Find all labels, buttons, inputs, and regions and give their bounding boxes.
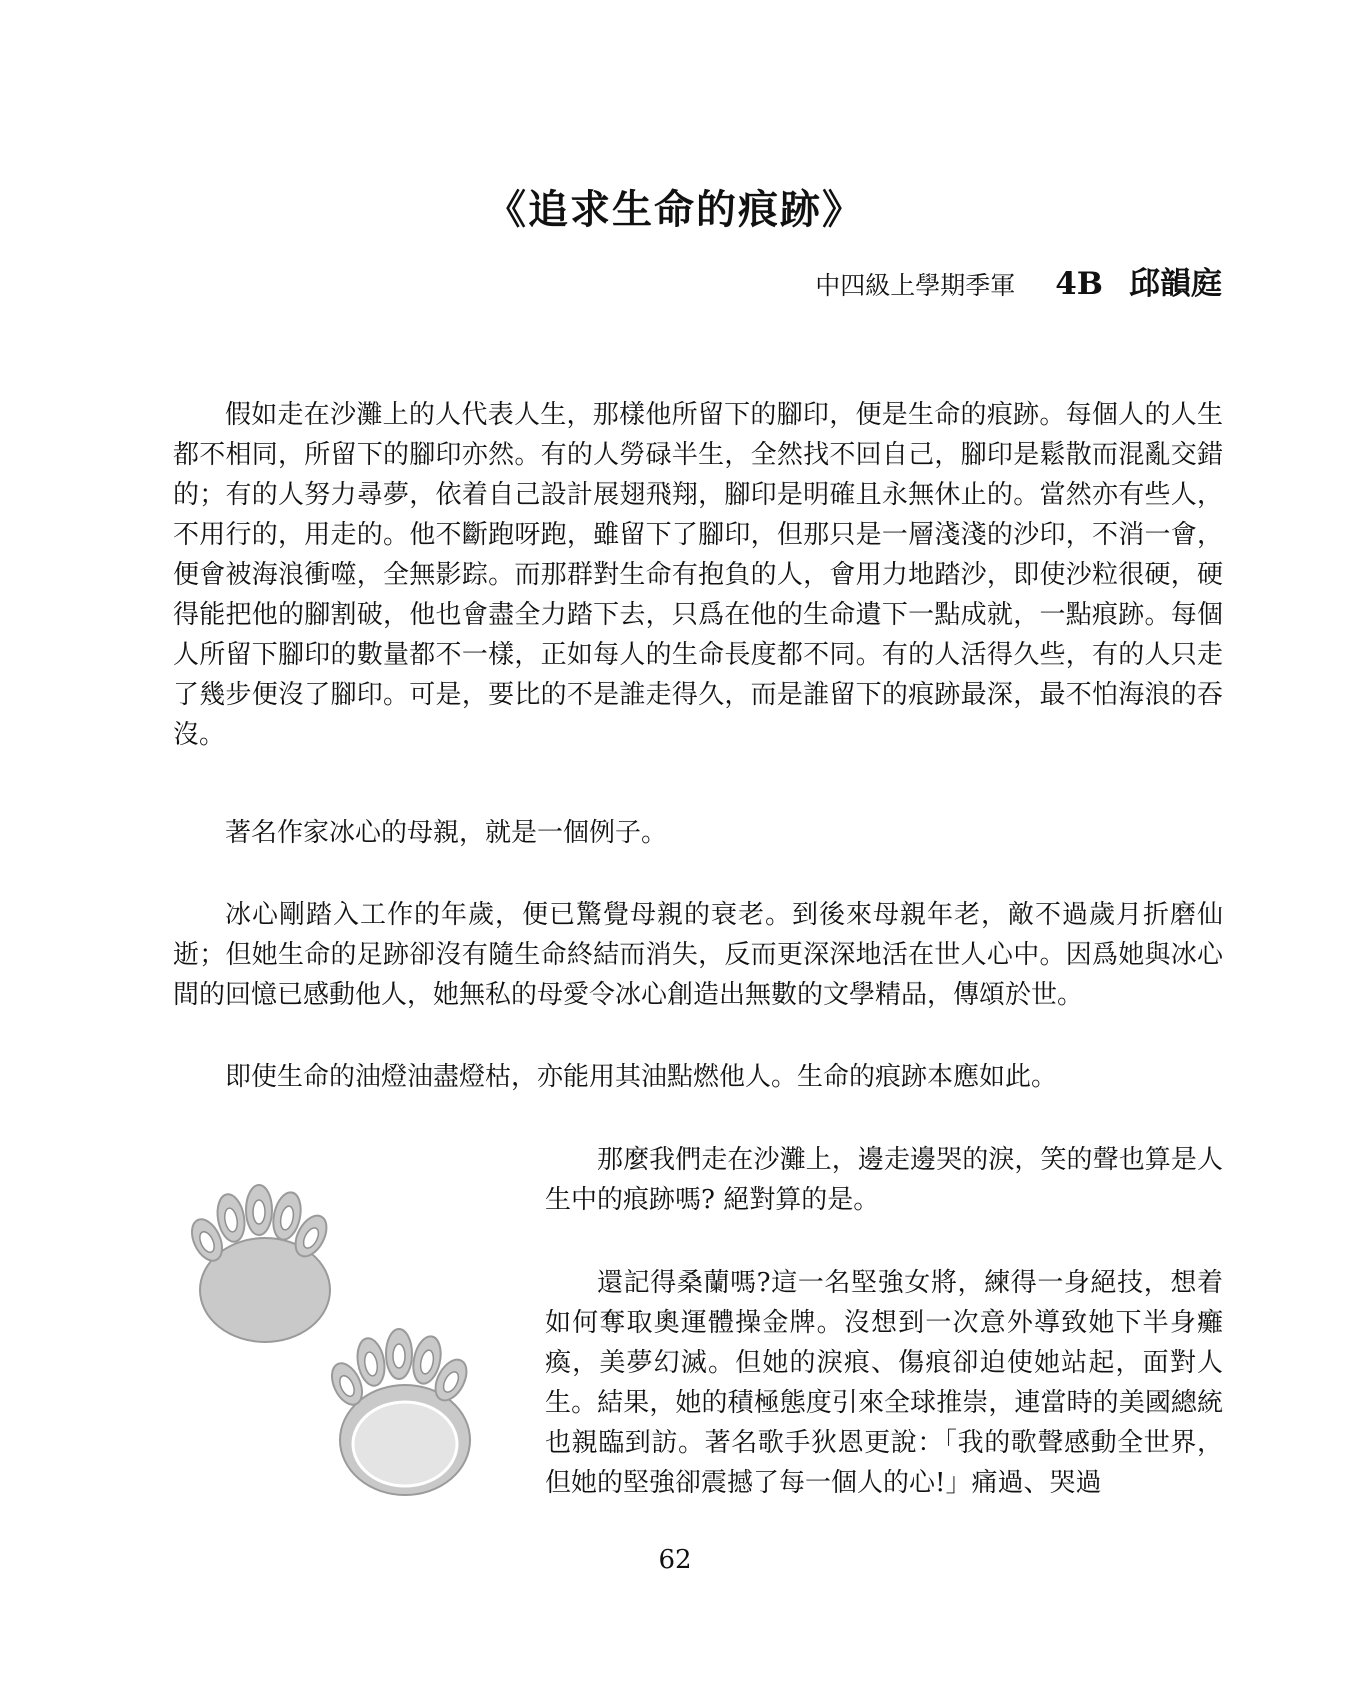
paragraph-4: 即使生命的油燈油盡燈枯，亦能用其油點燃他人。生命的痕跡本應如此。	[225, 1062, 1058, 1092]
byline	[815, 258, 1222, 303]
paragraph-3: 冰心剛踏入工作的年歲，便已驚覺母親的衰老。到後來母親年老，敵不過歲月折磨仙逝；但她生命的足跡卻沒有隨生命終結而消失，反而更深深地活在世人心中。因爲她與冰心間的回憶已感動他人，她無私的母愛令冰心創造出無數的文學精品，傳頌於世。	[173, 900, 1223, 1010]
paw-prints-illustration	[185, 1180, 505, 1510]
author-name: 邱韻庭	[1129, 266, 1222, 302]
paragraph-1: 假如走在沙灘上的人代表人生，那樣他所留下的腳印，便是生命的痕跡。每個人的人生都不相同，所留下的腳印亦然。有的人勞碌半生，全然找不回自己，腳印是鬆散而混亂交錯的；有的人努力尋夢，依着自己設計展翅飛翔，腳印是明確且永無休止的。當然亦有些人，不用行的，用走的。他不斷跑呀跑，雖留下了腳印，但那只是一層淺淺的沙印，不消一會，便會被海浪衝噬，全無影踪。而那群對生命有抱負的人，會用力地踏沙，即使沙粒很硬，硬得能把他的腳割破，他也會盡全力踏下去，只爲在他的生命遺下一點成就，一點痕跡。每個人所留下腳印的數量都不一樣，正如每人的生命長度都不同。有的人活得久些，有的人只走了幾步便沒了腳印。可是，要比的不是誰走得久，而是誰留下的痕跡最深，最不怕海浪的吞沒。	[173, 400, 1223, 750]
essay-title: 《追求生命的痕跡》	[486, 186, 864, 233]
paw-print-icon	[326, 1329, 473, 1495]
award-label: 中四級上學期季軍	[815, 271, 1016, 300]
paragraph-5: 那麼我們走在沙灘上，邊走邊哭的淚，笑的聲也算是人生中的痕跡嗎? 絕對算的是。	[545, 1145, 1223, 1215]
page-number: 62	[658, 1545, 692, 1575]
paragraph-6: 還記得桑蘭嗎?這一名堅強女將，練得一身絕技，想着如何奪取奧運體操金牌。沒想到一次意外導致她下半身癱瘓，美夢幻滅。但她的淚痕、傷痕卻迫使她站起，面對人生。結果，她的積極態度引來全球推崇，連當時的美國總統也親臨到訪。著名歌手狄恩更說：「我的歌聲感動全世界，但她的堅強卻震撼了每一個人的心!」痛過、哭過	[545, 1268, 1223, 1498]
paw-print-icon	[186, 1185, 333, 1342]
class-label: 4B	[1055, 266, 1103, 302]
paragraph-2: 著名作家冰心的母親，就是一個例子。	[225, 818, 668, 848]
